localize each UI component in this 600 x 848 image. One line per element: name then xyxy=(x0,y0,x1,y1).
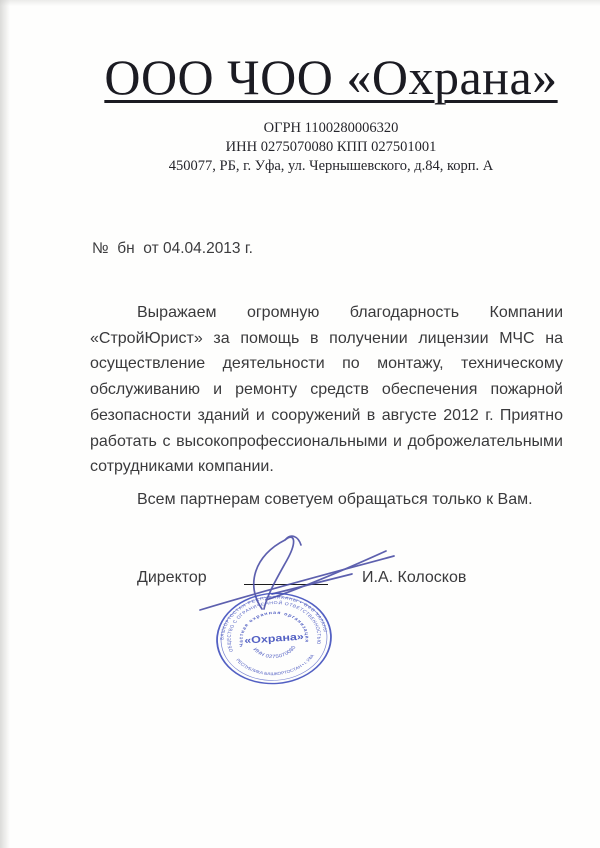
stamp-inner-border-circle xyxy=(218,593,330,684)
signer-position-label: Директор xyxy=(137,569,207,586)
stamp-outer-ring-top-text: БАШКОРТОСТАН РЕСПУБЛИКАҺЫ • ӨФӨ ҠАЛАҺЫ xyxy=(219,595,329,640)
body-line: Выражаем огромную благодарность Компании xyxy=(137,304,563,321)
stamp-middle-ring-text: ОБЩЕСТВО С ОГРАНИЧЕННОЙ ОТВЕТСТВЕННОСТЬЮ xyxy=(226,600,322,653)
body-line: сотрудниками компании. xyxy=(90,458,274,476)
ogrn-line: ОГРН 1100280006320 xyxy=(263,120,399,136)
body-line: осуществление деятельности по монтажу, техническому xyxy=(90,355,563,373)
body-line: работать с высокопрофессиональными и доброжелательными xyxy=(90,432,563,450)
stamp-inner-ring-text: Частная охранная организация xyxy=(239,611,309,647)
scan-edge-left xyxy=(0,0,10,848)
body-line: «СтройЮрист» за помощь в получении лицензии МЧС на xyxy=(90,329,563,347)
handwritten-signature xyxy=(175,515,405,620)
stamp-inn-text: ИНН 0275070080 xyxy=(251,645,298,660)
signature-line xyxy=(244,584,328,585)
company-title-text: ООО ЧОО «Охрана» xyxy=(104,49,558,105)
round-company-stamp xyxy=(211,587,337,690)
body-line: обслуживанию и ремонту средств обеспечения пожарной xyxy=(90,381,563,399)
scan-edge-top xyxy=(0,0,600,6)
signer-name: И.А. Колосков xyxy=(362,569,467,586)
company-title xyxy=(0,48,600,106)
letter-body xyxy=(90,300,563,513)
reference-number-line: № бн от 04.04.2013 г. xyxy=(92,240,253,257)
stamp-outer-ring-bottom-text: РЕСПУБЛИКА БАШКОРТОСТАН • г. УФА xyxy=(234,653,316,677)
closing-line: Всем партнерам советуем обращаться только к Вам. xyxy=(137,490,533,508)
letterhead-info xyxy=(90,119,572,176)
signature-stroke xyxy=(285,536,301,545)
stamp-outer-circle xyxy=(214,590,334,688)
inn-kpp-line: ИНН 0275070080 КПП 027501001 xyxy=(225,139,437,155)
stamp-center-name: «Охрана» xyxy=(243,631,305,647)
address-line: 450077, РБ, г. Уфа, ул. Чернышевского, д.84, корп. А xyxy=(168,158,494,174)
signature-loop-stroke xyxy=(254,537,294,609)
body-line: безопасности зданий и сооружений в августе 2012 г. Приятно xyxy=(90,406,563,424)
